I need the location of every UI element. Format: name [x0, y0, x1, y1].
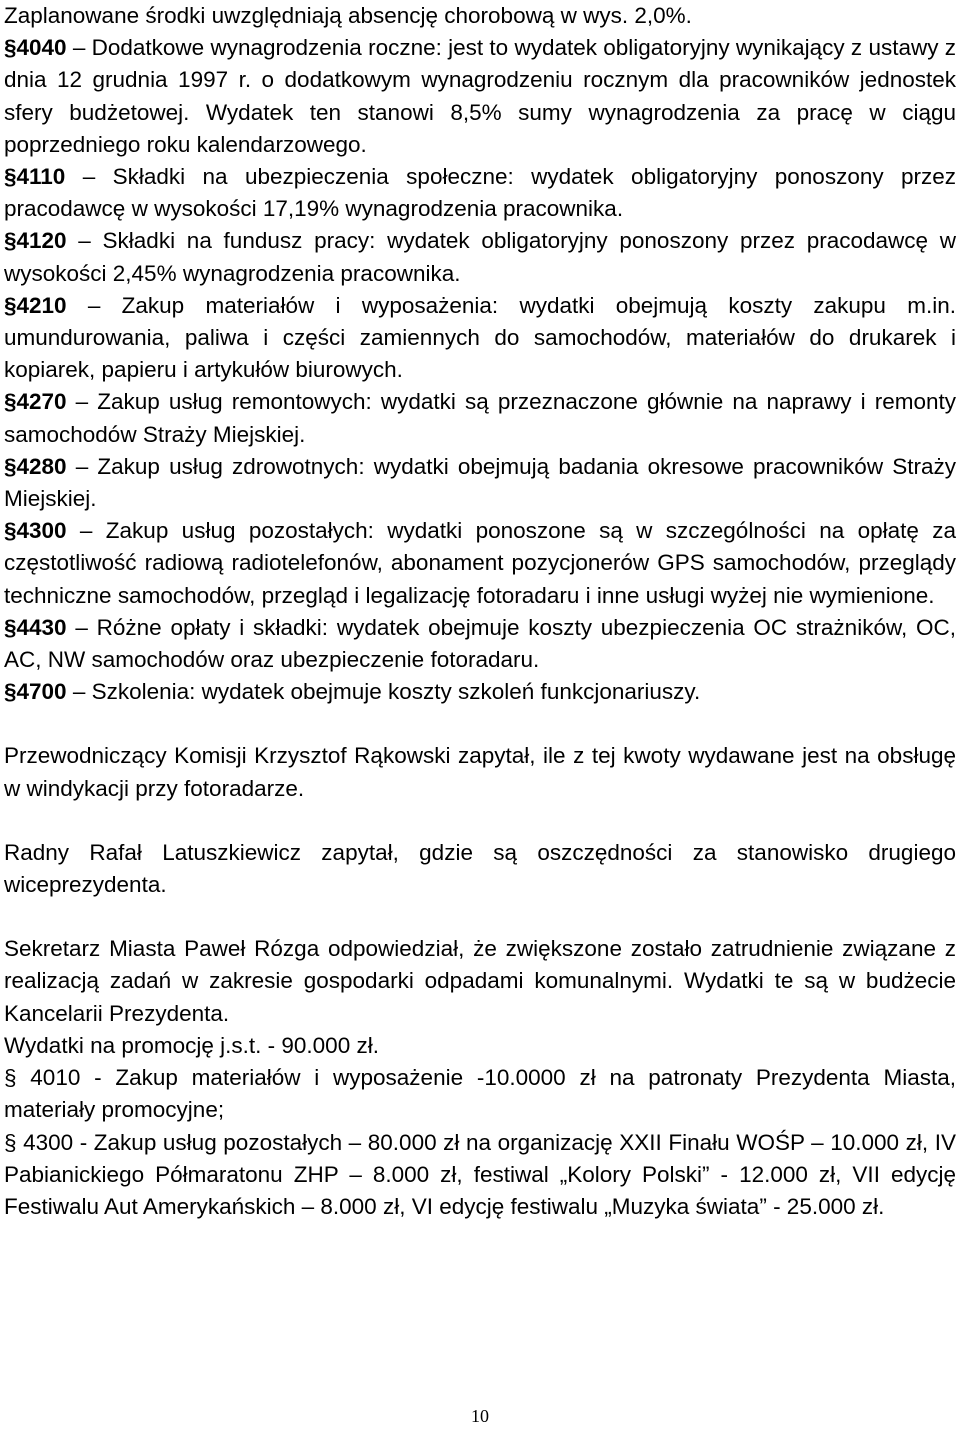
section-code: §4040: [4, 35, 67, 61]
paragraph-4300: §4300 – Zakup usług pozostałych: wydatki ponoszone są w szczególności na opłatę za częstotliwość radiową radiotelefonów, abonament pozycjonerów GPS samochodów, przeglądy techniczne samochodów, przegląd i legalizację fotoradaru i inne usługi wyżej nie wymienione.: [4, 518, 956, 608]
spacer: [4, 901, 956, 933]
paragraph-4430: §4430 – Różne opłaty i składki: wydatek obejmuje koszty ubezpieczenia OC strażników, OC, AC, NW samochodów oraz ubezpieczenie fotoradaru.: [4, 614, 956, 673]
paragraph-4270: §4270 – Zakup usług remontowych: wydatki są przeznaczone głównie na naprawy i remonty samochodów Straży Miejskiej.: [4, 389, 956, 447]
paragraph-promotion-4010: § 4010 - Zakup materiałów i wyposażenie -10.0000 zł na patronaty Prezydenta Miasta, materiały promocyjne;: [4, 1065, 956, 1123]
paragraph-4040: §4040 – Dodatkowe wynagrodzenia roczne: jest to wydatek obligatoryjny wynikający z ustawy z dnia 12 grudnia 1997 r. o dodatkowym wynagrodzeniu rocznym dla pracowników jednostek sfery budżetowej. Wydatek ten stanowi 8,5% sumy wynagrodzenia za pracę w ciągu poprzedniego roku kalendarzowego.: [4, 35, 956, 157]
paragraph-question-rakowski: Przewodniczący Komisji Krzysztof Rąkowski zapytał, ile z tej kwoty wydawane jest na obsługę w windykacji przy fotoradarze.: [4, 743, 956, 801]
paragraph-promotion-total: Wydatki na promocję j.s.t. - 90.000 zł.: [4, 1032, 379, 1058]
paragraph-4700: §4700 – Szkolenia: wydatek obejmuje koszty szkoleń funkcjonariuszy.: [4, 679, 701, 705]
section-code: §4280: [4, 453, 67, 479]
spacer: [4, 708, 956, 740]
section-code: §4120: [4, 228, 67, 254]
section-code: §4110: [4, 164, 66, 190]
section-code: §4700: [4, 679, 67, 705]
paragraph-4280: §4280 – Zakup usług zdrowotnych: wydatki obejmują badania okresowe pracowników Straży Miejskiej.: [4, 453, 956, 512]
section-code: §4210: [4, 292, 67, 318]
section-code: §4300: [4, 518, 67, 544]
document-body: [4, 0, 956, 1223]
paragraph-4210: §4210 – Zakup materiałów i wyposażenia: wydatki obejmują koszty zakupu m.in. umundurowania, paliwa i części zamiennych do samochodów, materiałów do drukarek i kopiarek, papieru i artykułów biurowych.: [4, 292, 956, 383]
spacer: [4, 805, 956, 837]
paragraph-answer-rozga: Sekretarz Miasta Paweł Rózga odpowiedział, że zwiększone zostało zatrudnienie związane z realizacją zadań w zakresie gospodarki odpadami komunalnymi. Wydatki te są w budżecie Kancelarii Prezydenta.: [4, 936, 956, 1026]
section-code: §4430: [4, 614, 67, 640]
paragraph-question-latuszkiewicz: Radny Rafał Latuszkiewicz zapytał, gdzie są oszczędności za stanowisko drugiego wiceprezydenta.: [4, 839, 956, 898]
paragraph-promotion-4300: § 4300 - Zakup usług pozostałych – 80.000 zł na organizację XXII Finału WOŚP – 10.000 zł, IV Pabianickiego Półmaratonu ZHP – 8.000 zł, festiwal „Kolory Polski” - 12.000 zł, VII edycję Festiwalu Aut Amerykańskich – 8.000 zł, VI edycję festiwalu „Muzyka świata” - 25.000 zł.: [4, 1129, 956, 1219]
paragraph-4120: §4120 – Składki na fundusz pracy: wydatek obligatoryjny ponoszony przez pracodawcę w wysokości 2,45% wynagrodzenia pracownika.: [4, 228, 956, 286]
page-number: 10: [471, 1406, 489, 1426]
paragraph-absence: Zaplanowane środki uwzględniają absencję chorobową w wys. 2,0%.: [4, 3, 692, 28]
section-code: §4270: [4, 389, 67, 415]
paragraph-4110: §4110 – Składki na ubezpieczenia społeczne: wydatek obligatoryjny ponoszony przez pracodawcę w wysokości 17,19% wynagrodzenia pracownika.: [4, 164, 956, 222]
